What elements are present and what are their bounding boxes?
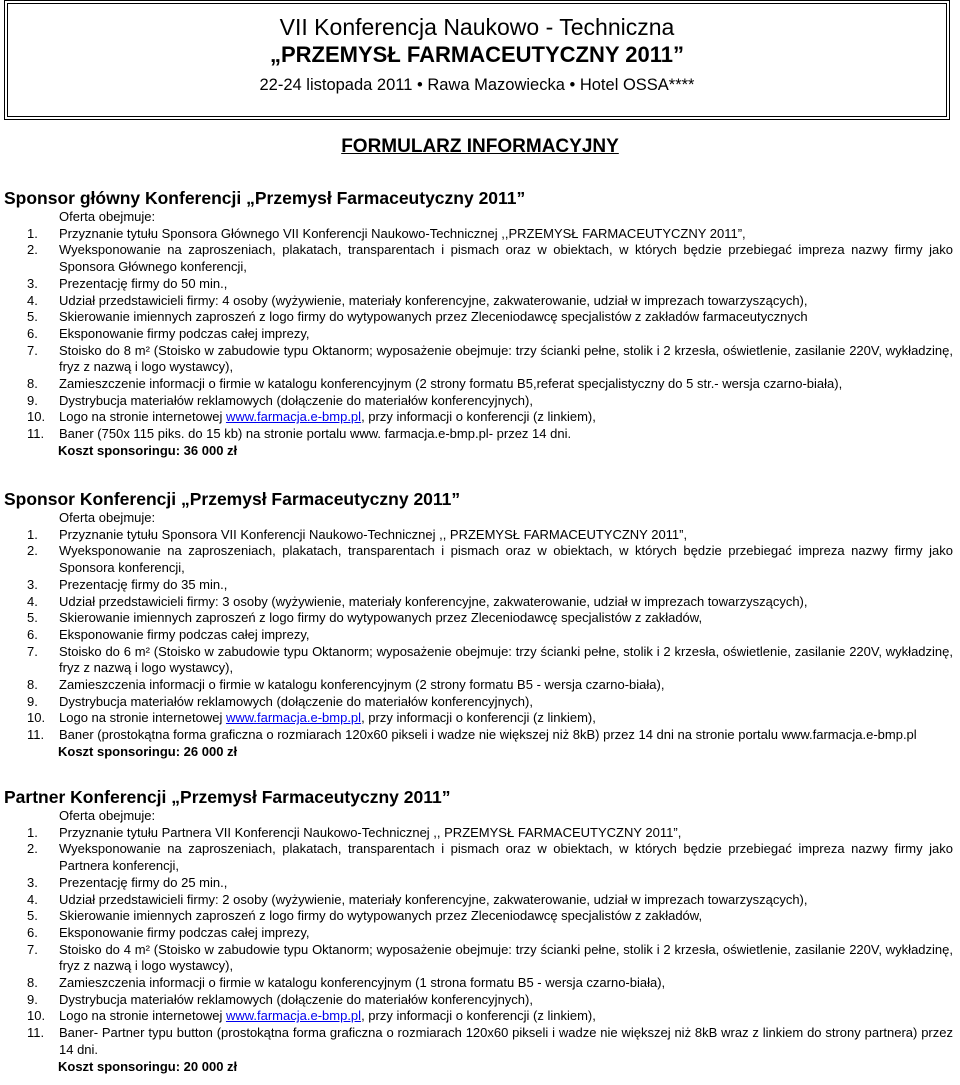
- item-text: Udział przedstawicieli firmy: 3 osoby (wyżywienie, materiały konferencyjne, zakwaterowanie, udział w imprezach towarzyszących),: [59, 593, 808, 609]
- list-item: [0, 376, 960, 393]
- list-item: [0, 710, 960, 727]
- item-number: 6.: [27, 325, 38, 341]
- item-text: Skierowanie imiennych zaproszeń z logo firmy do wytypowanych przez Zleceniodawcę specjalistów z zakładów farmaceutycznych: [59, 309, 808, 325]
- item-text-continued: , przy informacji o konferencji (z linkiem),: [361, 1008, 596, 1024]
- offer-label: Oferta obejmuje:: [59, 510, 156, 525]
- item-number: 5.: [27, 309, 38, 325]
- item-number: 4.: [27, 593, 38, 609]
- form-title: FORMULARZ INFORMACYJNY: [341, 136, 619, 157]
- offer-label: Oferta obejmuje:: [59, 808, 156, 823]
- item-number: 8.: [27, 376, 38, 392]
- item-number: 10.: [27, 409, 46, 425]
- list-item: [0, 875, 960, 892]
- list-item: [0, 326, 960, 343]
- item-number: 3.: [27, 275, 38, 291]
- item-text: Eksponowanie firmy podczas całej imprezy,: [59, 626, 310, 642]
- list-item: [0, 309, 960, 326]
- item-number: 8.: [27, 975, 38, 991]
- list-item: [0, 892, 960, 909]
- item-number: 2.: [27, 841, 38, 857]
- list-item: [0, 1008, 960, 1025]
- item-number: 2.: [27, 543, 38, 559]
- list-item: [0, 409, 960, 426]
- website-link[interactable]: www.farmacja.e-bmp.pl: [225, 1008, 362, 1024]
- item-number: 1.: [27, 225, 38, 241]
- item-text: Prezentację firmy do 25 min.,: [59, 874, 228, 890]
- list-item: [0, 543, 960, 576]
- list-item: [0, 975, 960, 992]
- list-item: [0, 577, 960, 594]
- item-text: Wyeksponowanie na zaproszeniach, plakatach, transparentach i pismach oraz w obiektach, w których będzie przebiegać impreza nazwy firmy jako Sponsora Głównego konferencji,: [59, 242, 953, 275]
- item-text: Logo na stronie internetowej: [59, 1008, 226, 1024]
- offer-label: Oferta obejmuje:: [59, 209, 156, 224]
- item-text: Logo na stronie internetowej: [59, 409, 226, 425]
- list-item: [0, 925, 960, 942]
- item-number: 9.: [27, 693, 38, 709]
- item-number: 3.: [27, 874, 38, 890]
- list-item: [0, 426, 960, 443]
- item-text: Baner- Partner typu button (prostokątna forma graficzna o rozmiarach 120x60 pikseli i wadze nie większej niż 8kB wraz z linkiem do strony partnera) przez 14 dni.: [59, 1025, 953, 1057]
- item-text: Skierowanie imiennych zaproszeń z logo firmy do wytypowanych przez Zleceniodawcę specjalistów z zakładów,: [59, 610, 703, 626]
- item-text: Wyeksponowanie na zaproszeniach, plakatach, transparentach i pismach oraz w obiektach, w których będzie przebiegać impreza nazwy firmy jako Partnera konferencji,: [59, 841, 953, 874]
- list-item: [0, 727, 960, 744]
- conference-title: VII Konferencja Naukowo - Techniczna: [279, 14, 675, 40]
- item-text: Skierowanie imiennych zaproszeń z logo firmy do wytypowanych przez Zleceniodawcę specjalistów z zakładów,: [59, 908, 703, 924]
- item-text: Stoisko do 8 m² (Stoisko w zabudowie typu Oktanorm; wyposażenie obejmuje: trzy ścianki pełne, stolik i 2 krzesła, oświetlenie, zasilanie 220V, wykładzinę, fryz z nazwą i logo wystawcy),: [59, 342, 953, 375]
- item-text: Przyznanie tytułu Sponsora VII Konferencji Naukowo-Technicznej ,, PRZEMYSŁ FARMACEUTYCZNY 2011”,: [59, 526, 688, 542]
- item-number: 2.: [27, 242, 38, 258]
- item-text: Baner (750x 115 piks. do 15 kb) na stronie portalu www. farmacja.e-bmp.pl- przez 14 dni.: [59, 426, 572, 442]
- list-item: [0, 992, 960, 1009]
- conference-date-location: 22-24 listopada 2011 • Rawa Mazowiecka • Hotel OSSA****: [259, 76, 695, 94]
- item-text-continued: , przy informacji o konferencji (z linkiem),: [361, 409, 596, 425]
- section-main-sponsor: [0, 187, 960, 460]
- item-number: 5.: [27, 610, 38, 626]
- item-text: Udział przedstawicieli firmy: 2 osoby (wyżywienie, materiały konferencyjne, zakwaterowanie, udział w imprezach towarzyszących),: [59, 891, 808, 907]
- item-text: Prezentację firmy do 35 min.,: [59, 576, 228, 592]
- list-item: [0, 242, 960, 275]
- section-sponsor: [0, 488, 960, 761]
- item-number: 4.: [27, 292, 38, 308]
- item-text: Stoisko do 6 m² (Stoisko w zabudowie typu Oktanorm; wyposażenie obejmuje: trzy ścianki pełne, stolik i 2 krzesła, oświetlenie, zasilanie 220V, wykładzinę, fryz z nazwą i logo wystawcy),: [59, 643, 953, 676]
- item-text: Zamieszczenie informacji o firmie w katalogu konferencyjnym (2 strony formatu B5,referat specjalistyczny do 5 str.- wersja czarno-biała),: [59, 376, 843, 392]
- item-number: 11.: [27, 1025, 45, 1041]
- sponsoring-cost: Koszt sponsoringu: 20 000 zł: [58, 1058, 238, 1074]
- item-number: 11.: [27, 727, 45, 743]
- conference-name: „PRZEMYSŁ FARMACEUTYCZNY 2011”: [269, 42, 684, 67]
- item-number: 5.: [27, 908, 38, 924]
- list-item: [0, 627, 960, 644]
- item-number: 6.: [27, 924, 38, 940]
- item-text: Stoisko do 4 m² (Stoisko w zabudowie typu Oktanorm; wyposażenie obejmuje: trzy ścianki pełne, stolik i 2 krzesła, oświetlenie, zasilanie 220V, wykładzinę, fryz z nazwą i logo wystawcy),: [59, 941, 953, 974]
- item-number: 1.: [27, 824, 38, 840]
- item-text: Przyznanie tytułu Sponsora Głównego VII Konferencji Naukowo-Technicznej ,,PRZEMYSŁ FARMACEUTYCZNY 2011”,: [59, 225, 746, 241]
- website-link[interactable]: www.farmacja.e-bmp.pl: [225, 409, 362, 425]
- list-item: [0, 276, 960, 293]
- list-item: [0, 610, 960, 627]
- item-text: Dystrybucja materiałów reklamowych (dołączenie do materiałów konferencyjnych),: [59, 392, 533, 408]
- item-number: 7.: [27, 643, 38, 659]
- list-item: [0, 527, 960, 544]
- item-number: 6.: [27, 626, 38, 642]
- item-text: Przyznanie tytułu Partnera VII Konferencji Naukowo-Technicznej ,, PRZEMYSŁ FARMACEUTYCZNY 2011”,: [59, 824, 682, 840]
- item-number: 3.: [27, 576, 38, 592]
- sponsoring-cost: Koszt sponsoringu: 36 000 zł: [58, 442, 238, 458]
- list-item: [0, 393, 960, 410]
- list-item: [0, 841, 960, 874]
- item-number: 4.: [27, 891, 38, 907]
- item-text: Eksponowanie firmy podczas całej imprezy,: [59, 924, 310, 940]
- list-item: [0, 293, 960, 310]
- item-number: 10.: [27, 710, 46, 726]
- sponsoring-cost: Koszt sponsoringu: 26 000 zł: [58, 743, 238, 759]
- list-item: [0, 942, 960, 975]
- item-text: Dystrybucja materiałów reklamowych (dołączenie do materiałów konferencyjnych),: [59, 991, 533, 1007]
- item-number: 9.: [27, 991, 38, 1007]
- list-item: [0, 644, 960, 677]
- item-text: Dystrybucja materiałów reklamowych (dołączenie do materiałów konferencyjnych),: [59, 693, 533, 709]
- section-title: Sponsor Konferencji „Przemysł Farmaceutyczny 2011”: [4, 489, 461, 509]
- list-item: [0, 825, 960, 842]
- item-number: 9.: [27, 392, 38, 408]
- header-box: [4, 0, 950, 120]
- list-item: [0, 1025, 960, 1058]
- list-item: [0, 594, 960, 611]
- item-text: Zamieszczenia informacji o firmie w katalogu konferencyjnym (1 strona formatu B5 - wersja czarno-biała),: [59, 975, 666, 991]
- item-number: 1.: [27, 526, 38, 542]
- section-title: Sponsor główny Konferencji „Przemysł Farmaceutyczny 2011”: [4, 188, 526, 208]
- item-number: 7.: [27, 342, 38, 358]
- item-text: Zamieszczenia informacji o firmie w katalogu konferencyjnym (2 strony formatu B5 - wersja czarno-biała),: [59, 677, 665, 693]
- item-number: 10.: [27, 1008, 46, 1024]
- list-item: [0, 677, 960, 694]
- section-title: Partner Konferencji „Przemysł Farmaceutyczny 2011”: [4, 787, 451, 807]
- list-item: [0, 226, 960, 243]
- item-text: Eksponowanie firmy podczas całej imprezy,: [59, 325, 310, 341]
- list-item: [0, 343, 960, 376]
- item-text-continued: , przy informacji o konferencji (z linkiem),: [361, 710, 596, 726]
- item-text: Logo na stronie internetowej: [59, 710, 226, 726]
- list-item: [0, 908, 960, 925]
- item-text: Prezentację firmy do 50 min.,: [59, 275, 228, 291]
- item-text: Udział przedstawicieli firmy: 4 osoby (wyżywienie, materiały konferencyjne, zakwaterowanie, udział w imprezach towarzyszących),: [59, 292, 808, 308]
- item-number: 8.: [27, 677, 38, 693]
- item-number: 7.: [27, 941, 38, 957]
- website-link[interactable]: www.farmacja.e-bmp.pl: [225, 710, 362, 726]
- list-item: [0, 694, 960, 711]
- item-text: Baner (prostokątna forma graficzna o rozmiarach 120x60 pikseli i wadze nie większej niż 8kB) przez 14 dni na stronie portalu www.farmacja.e-bmp.pl: [59, 727, 917, 743]
- item-number: 11.: [27, 426, 45, 442]
- item-text: Wyeksponowanie na zaproszeniach, plakatach, transparentach i pismach oraz w obiektach, w których będzie przebiegać impreza nazwy firmy jako Sponsora konferencji,: [59, 543, 953, 576]
- section-partner: [0, 786, 960, 1075]
